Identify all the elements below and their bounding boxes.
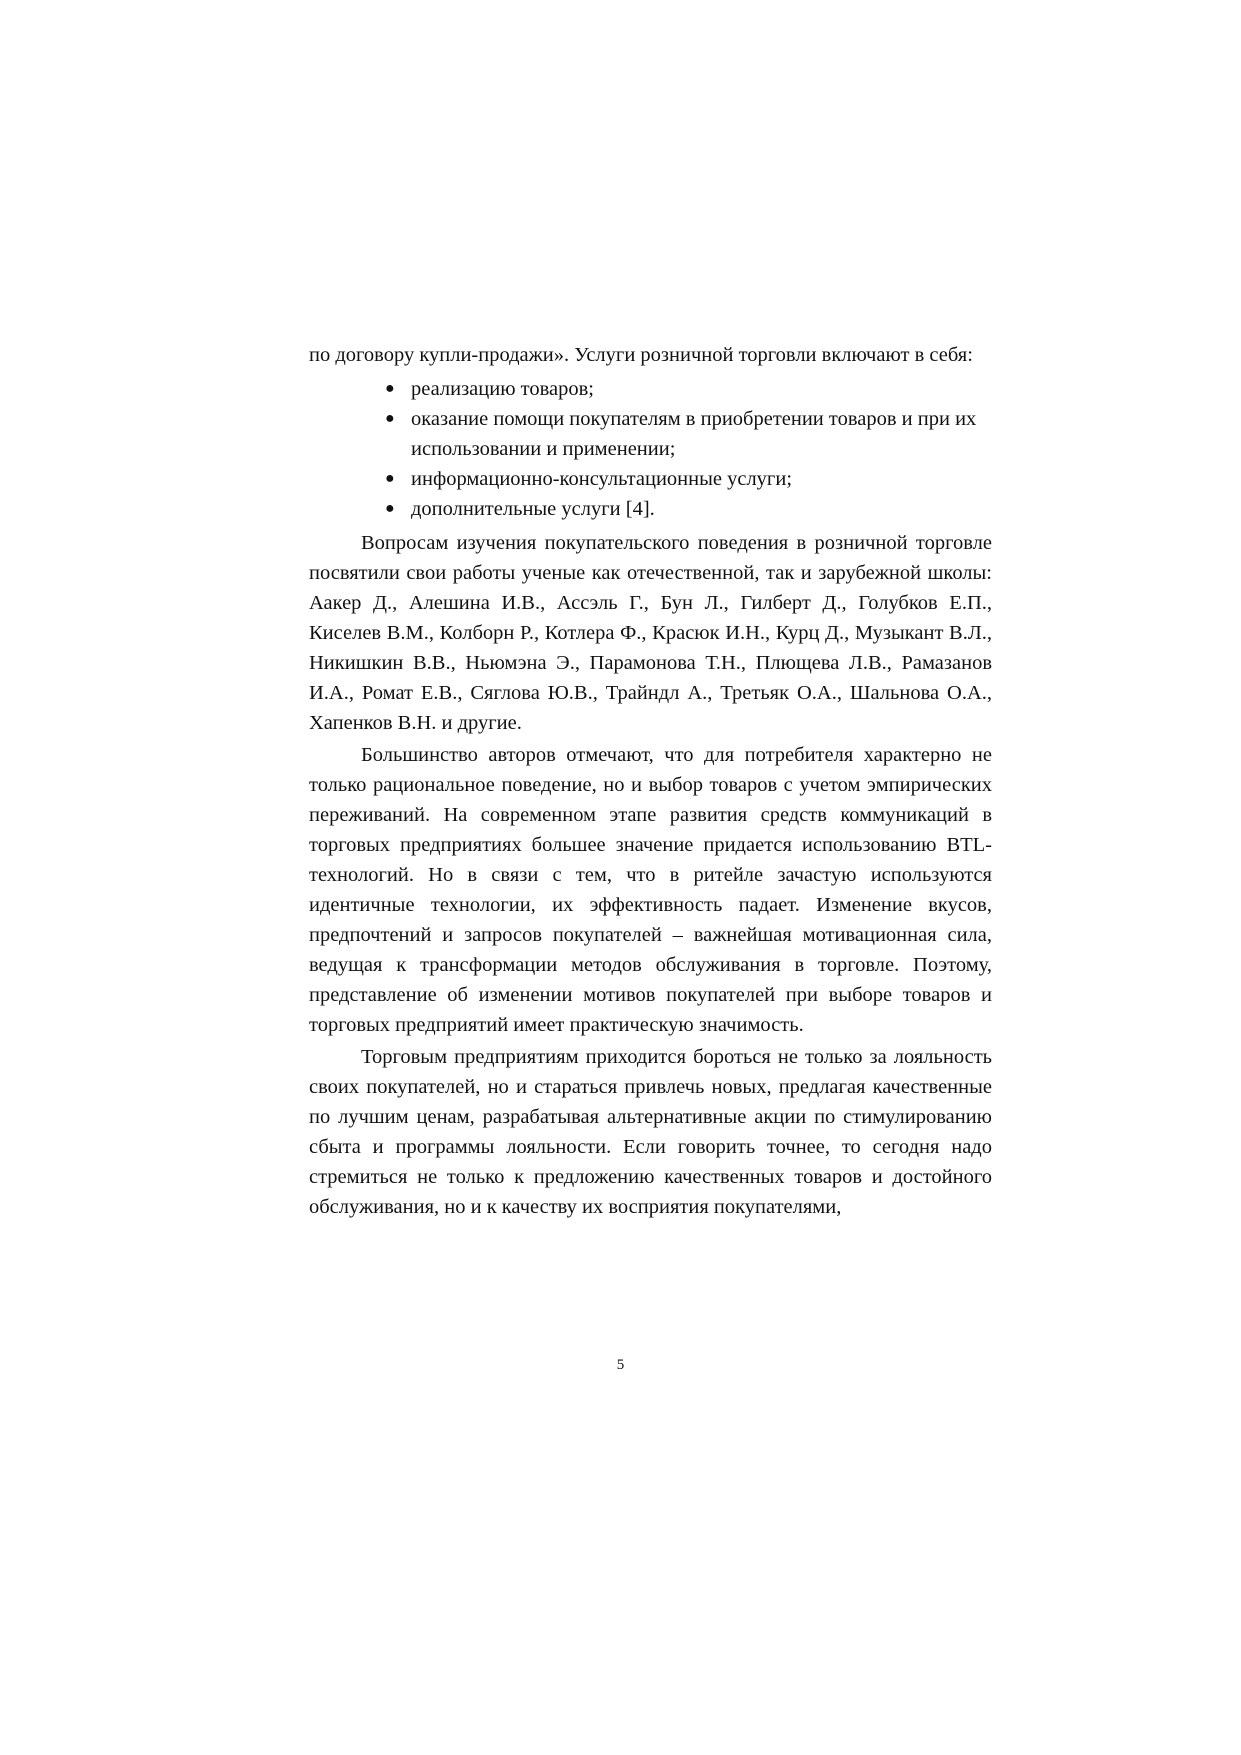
paragraph-loyalty: Торговым предприятиям приходится бороться не только за лояльность своих покупателей, но и стараться привлечь новых, предлагая качественные по лучшим ценам, разрабатывая альтернативные акции по стимулированию сбыта и программы лояльности. Если говорить точнее, то сегодня надо стремиться не только к предложению качественных товаров и достойного обслуживания, но и к качеству их восприятия покупателями, [309, 1046, 992, 1218]
list-item [309, 374, 992, 404]
bullet-icon: ● [385, 500, 395, 517]
services-list [309, 374, 992, 524]
bullet-icon: ● [385, 410, 395, 427]
page-number: 5 [616, 1357, 625, 1373]
paragraph-researchers: Вопросам изучения покупательского поведения в розничной торговле посвятили свои работы ученые как отечественной, так и зарубежной школы: Аакер Д., Алешина И.В., Ассэль Г., Бун Л., Гилберт Д., Голубков Е.П., Киселев В.М., Колборн Р., Котлера Ф., Красюк И.Н., Курц Д., Музыкант В.Л., Никишкин В.В., Ньюмэна Э., Парамонова Т.Н., Плющева Л.В., Рамазанов И.А., Ромат Е.В., Сяглова Ю.В., Трайндл А., Третьяк О.А., Шальнова О.А., Хапенков В.Н. и другие. [309, 532, 992, 734]
list-item [309, 464, 992, 494]
list-item [309, 494, 992, 524]
list-item-text: оказание помощи покупателям в приобретении товаров и при их использовании и применении; [411, 408, 977, 460]
list-item-text: информационно-консультационные услуги; [411, 468, 793, 490]
body-text [309, 340, 992, 1222]
list-item [309, 404, 992, 464]
intro-paragraph: по договору купли-продажи». Услуги розничной торговли включают в себя: [309, 344, 973, 366]
list-item-text: дополнительные услуги [4]. [411, 498, 655, 520]
bullet-icon: ● [385, 470, 395, 487]
bullet-icon: ● [385, 380, 395, 397]
paragraph-consumer-behavior: Большинство авторов отмечают, что для потребителя характерно не только рациональное поведение, но и выбор товаров с учетом эмпирических переживаний. На современном этапе развития средств коммуникаций в торговых предприятиях большее значение придается использованию BTL-технологий. Но в связи с тем, что в ритейле зачастую используются идентичные технологии, их эффективность падает. Изменение вкусов, предпочтений и запросов покупателей – важнейшая мотивационная сила, ведущая к трансформации методов обслуживания в торговле. Поэтому, представление об изменении мотивов покупателей при выборе товаров и торговых предприятий имеет практическую значимость. [309, 744, 992, 1036]
list-item-text: реализацию товаров; [411, 378, 594, 400]
